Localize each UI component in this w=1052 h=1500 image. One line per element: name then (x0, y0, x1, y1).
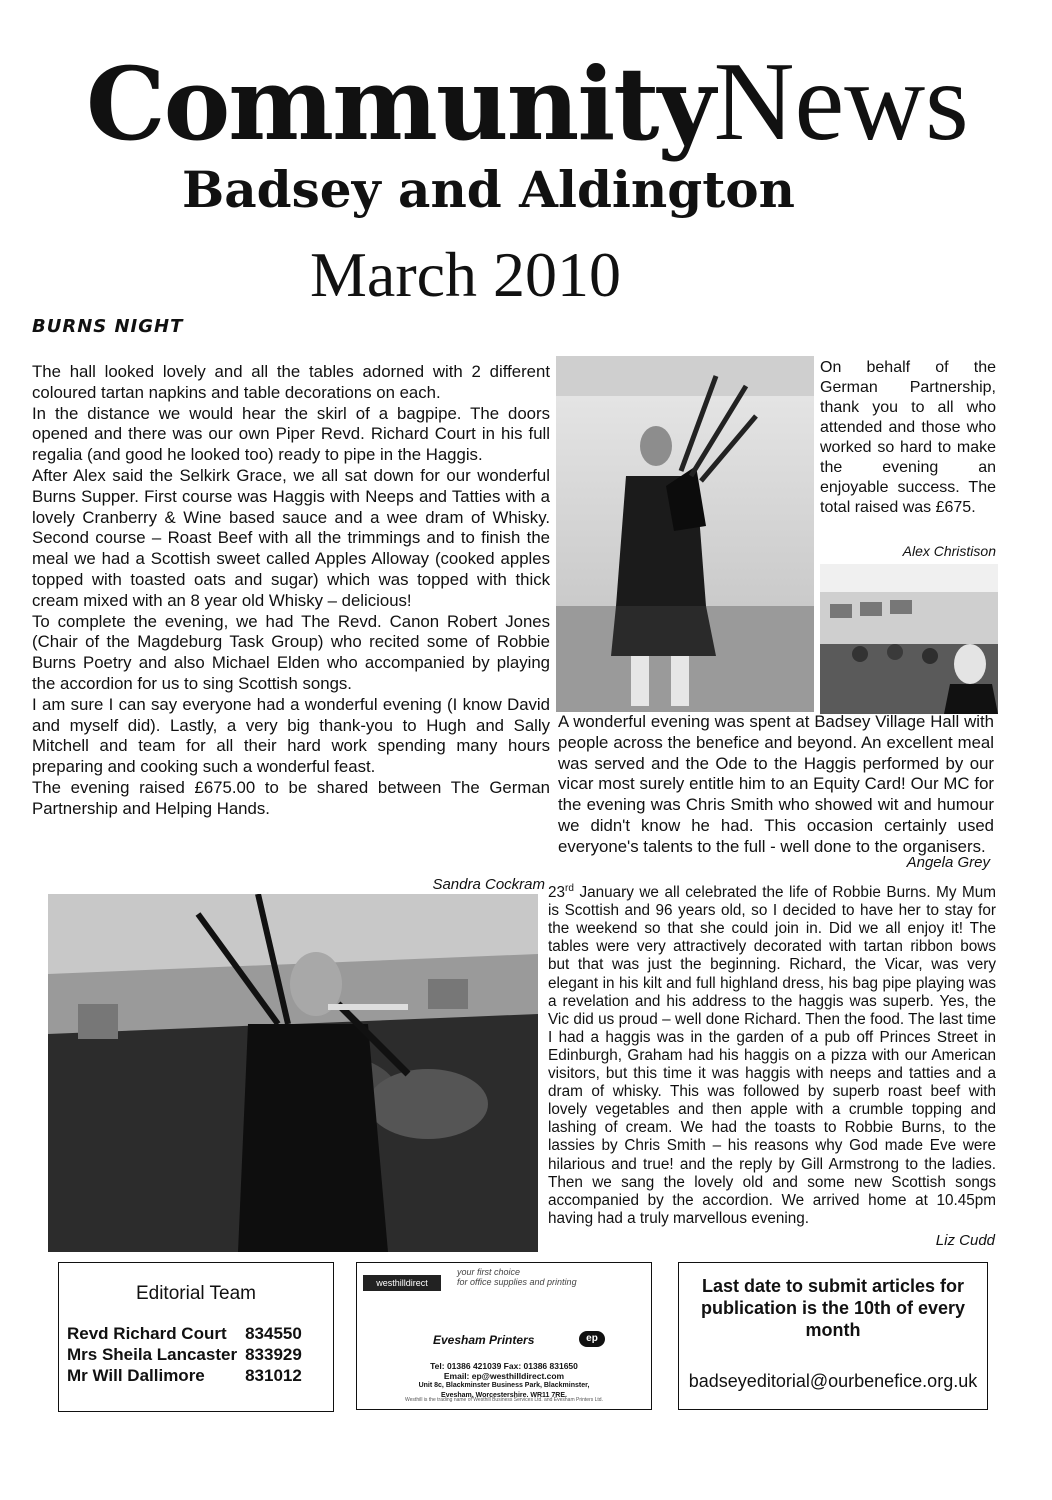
burns-night-article (32, 362, 550, 820)
table-row (63, 1323, 306, 1344)
table-row (63, 1344, 306, 1365)
email-line: Email: ep@westhilldirect.com (443, 1371, 565, 1381)
angela-article (558, 712, 994, 858)
hall-photo (820, 564, 998, 714)
brand-logo: westhilldirect (363, 1275, 441, 1291)
member-name: Mr Will Dallimore (67, 1366, 205, 1385)
article-paragraph (548, 880, 996, 1228)
editorial-title: Editorial Team (135, 1283, 257, 1304)
advert-footer: Westhill is the trading name of Westhill Business Services Ltd. and Evesham Printers Ltd. (405, 1397, 603, 1403)
burns-night-heading: BURNS NIGHT (32, 316, 184, 337)
article-paragraph: I am sure I can say everyone had a wonderful evening (I know David and myself did). Lastly, a very big thank-you to Hugh and Sally Mitchell and team for all their hard work spending many hours preparing and cooking such a wonderful feast. (32, 694, 550, 777)
ep-badge: ep (579, 1331, 605, 1347)
advert-contact (369, 1361, 639, 1401)
date-suffix: rd (565, 883, 574, 894)
deadline-box (678, 1262, 988, 1410)
advert-tagline (457, 1267, 647, 1287)
printer-advert (356, 1262, 652, 1410)
editorial-members (63, 1323, 306, 1386)
bagpipe-photo (48, 894, 538, 1252)
masthead-title (86, 40, 969, 164)
deadline-text: Last date to submit articles for publication is the 10th of every month (700, 1276, 966, 1340)
article-paragraph: A wonderful evening was spent at Badsey Village Hall with people across the benefice and beyond. An excellent meal was served and the Ode to the Haggis performed by our vicar most surely entitle him to an Equity Card! Our MC for the evening was Chris Smith who showed wit and humour we didn't know he had. This occasion certainly used everyone's talents to the full - well done to the organisers. (558, 712, 994, 856)
author-signature: Liz Cudd (935, 1232, 995, 1249)
author-signature: Alex Christison (902, 543, 996, 559)
author-signature: Angela Grey (906, 854, 990, 871)
editorial-team-box (58, 1262, 334, 1412)
article-paragraph: In the distance we would hear the skirl of a bagpipe. The doors opened and there was our own Piper Revd. Richard Court in his full regalia (and good he looked too) ready to pipe in the Haggis. (32, 403, 550, 465)
address-line: Unit 8c, Blackminster Business Park, Blackminster, (418, 1382, 590, 1389)
masthead-place: Badsey and Aldington (182, 160, 796, 219)
article-paragraph: After Alex said the Selkirk Grace, we all sat down for our wonderful Burns Supper. First course was Haggis with Neeps and Tatties with a lovely Cranberry & Wine based sauce and a wee dram of Whisky. Second course – Roast Beef with all the trimmings and to finish the meal we had a Scottish sweet called Apples Alloway (cooked apples topped with toasted oats and sugar) which was topped with thick cream mixed with an 8 year old Whisky – delicious! (32, 465, 550, 610)
german-partnership-note (820, 358, 996, 518)
address-line: Evesham, Worcestershire. WR11 7RE. (441, 1392, 567, 1399)
phone-line: Tel: 01386 421039 Fax: 01386 831650 (430, 1361, 578, 1371)
author-signature: Sandra Cockram (432, 876, 545, 893)
liz-article (548, 880, 996, 1228)
member-name: Mrs Sheila Lancaster (67, 1345, 238, 1364)
piper-photo (556, 356, 814, 712)
company-name: Evesham Printers (433, 1333, 535, 1347)
note-text: On behalf of the German Partnership, thank you to all who attended and those who worked so hard to make the evening an enjoyable success. The total raised was £675. (820, 359, 996, 516)
issue-date: March 2010 (310, 239, 622, 310)
article-text: January we all celebrated the life of Robbie Burns. My Mum is Scottish and 96 years old, so I decided to have her to stay for the weekend so that she could join in. Did we all enjoy it! The tables were very attractively decorated with tartan ribbon bows but that was just the beginning. Richard, the Vicar, was very elegant in his kilt and full highland dress, his bag pipe playing was a revelation and his address to the haggis was superb. Yes, the Vic did us proud – well done Richard. Then the food. The last time I had a haggis was in the garden of a pub off Princes Street in Edinburgh, Graham had his haggis on a pizza with our American visitors, but this time it was haggis with neeps and tatties and a dram of whisky. This was followed by superb roast beef with lovely vegetables and then apple with a crumble topping and lashing of cream. We had the toasts to Robbie Burns, to the lassies by Chris Smith – his reasons why God made Eve were hilarious and true! and the reply by Gill Armstrong to the ladies. Then we sang the lovely old and some new Scottish songs accompanied by the accordion. We arrived home at 10.45pm having had a truly marvellous evening. (548, 884, 996, 1227)
editorial-email: badseyeditorial@ourbenefice.org.uk (688, 1371, 978, 1391)
member-phone: 833929 (245, 1345, 302, 1364)
tagline-line: for office supplies and printing (457, 1277, 577, 1287)
member-name: Revd Richard Court (67, 1324, 227, 1343)
date-prefix: 23 (548, 884, 566, 902)
member-phone: 831012 (245, 1366, 302, 1385)
article-paragraph: The hall looked lovely and all the tables adorned with 2 different coloured tartan napkins and table decorations on each. (32, 362, 550, 402)
table-row (63, 1365, 306, 1386)
article-paragraph: The evening raised £675.00 to be shared between The German Partnership and Helping Hands. (32, 777, 550, 818)
masthead-community: Community (86, 45, 714, 163)
tagline-line: your first choice (457, 1267, 521, 1277)
member-phone: 834550 (245, 1324, 302, 1343)
article-paragraph: To complete the evening, we had The Revd. Canon Robert Jones (Chair of the Magdeburg Task Group) who recited some of Robbie Burns Poetry and also Michael Elden who accompanied by playing the accordion for us to sing Scottish songs. (32, 611, 550, 693)
masthead-news: News (713, 40, 969, 164)
